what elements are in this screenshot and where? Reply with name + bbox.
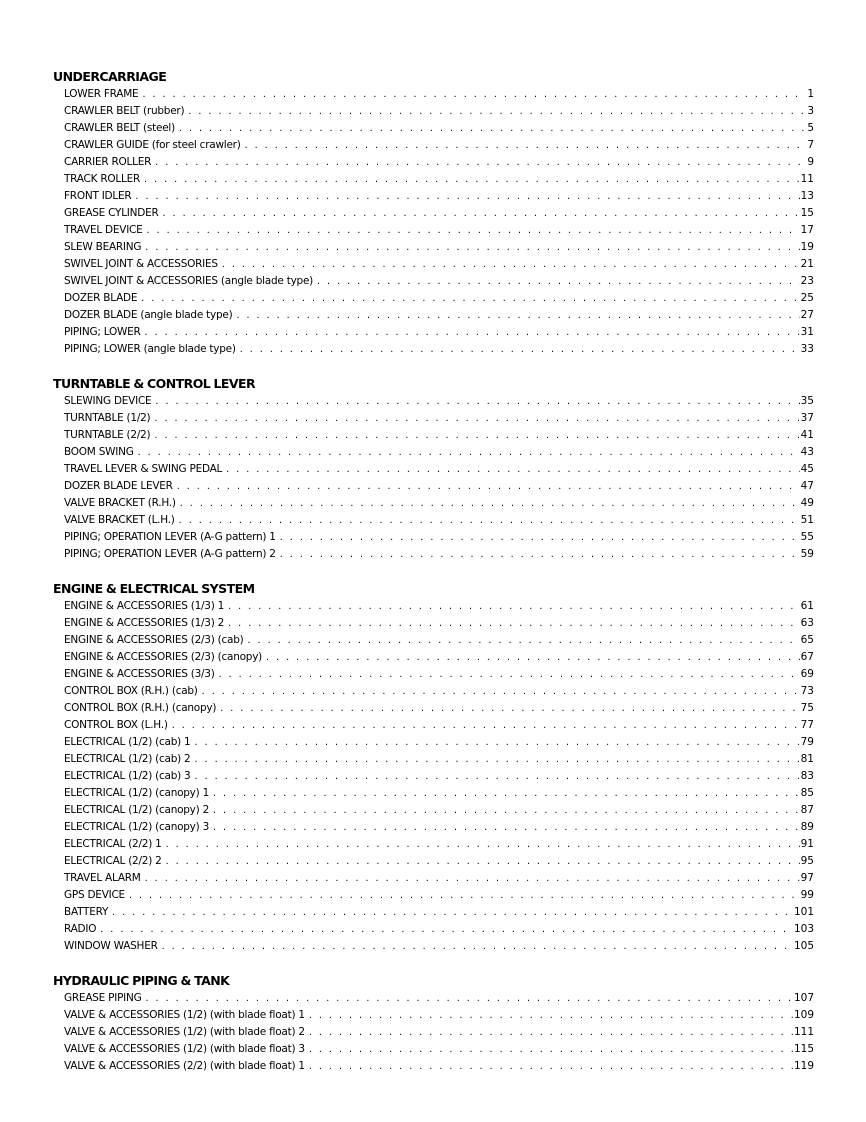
entry-page-number: 43: [800, 446, 814, 458]
toc-entry[interactable]: [53, 103, 814, 120]
entry-page-number: 9: [807, 156, 814, 168]
entry-title: TRACK ROLLER: [64, 173, 141, 185]
toc-entry[interactable]: [53, 666, 814, 683]
entry-title: VALVE BRACKET (L.H.): [64, 514, 175, 526]
toc-entry[interactable]: [53, 154, 814, 171]
entry-title: GPS DEVICE: [64, 889, 125, 901]
entry-title: TRAVEL ALARM: [64, 872, 141, 884]
dot-leader: [179, 512, 800, 529]
entry-title: DOZER BLADE LEVER: [64, 480, 173, 492]
toc-entry[interactable]: [53, 478, 814, 495]
section-heading: ENGINE & ELECTRICAL SYSTEM: [53, 581, 255, 596]
toc-section-3: [53, 580, 814, 955]
dot-leader: [245, 137, 807, 154]
entry-title: PIPING; OPERATION LEVER (A-G pattern) 1: [64, 531, 276, 543]
entry-title: CRAWLER BELT (rubber): [64, 105, 185, 117]
section-entries: [53, 86, 814, 358]
dot-leader: [180, 495, 800, 512]
entry-title: ELECTRICAL (1/2) (cab) 1: [64, 736, 191, 748]
dot-leader: [155, 393, 799, 410]
entry-page-number: 33: [800, 343, 814, 355]
entry-page-number: 107: [793, 992, 814, 1004]
dot-leader: [145, 324, 800, 341]
entry-page-number: 67: [800, 651, 814, 663]
entry-title: CRAWLER GUIDE (for steel crawler): [64, 139, 241, 151]
dot-leader: [163, 205, 800, 222]
entry-title: ELECTRICAL (1/2) (cab) 2: [64, 753, 191, 765]
toc-entry[interactable]: [53, 615, 814, 632]
toc-entry[interactable]: [53, 529, 814, 546]
dot-leader: [138, 444, 800, 461]
dot-leader: [194, 734, 799, 751]
entry-title: LOWER FRAME: [64, 88, 139, 100]
toc-entry[interactable]: [53, 222, 814, 239]
entry-title: TRAVEL DEVICE: [64, 224, 143, 236]
toc-entry[interactable]: [53, 734, 814, 751]
toc-entry[interactable]: [53, 649, 814, 666]
entry-title: ENGINE & ACCESSORIES (3/3): [64, 668, 215, 680]
entry-page-number: 115: [793, 1043, 814, 1055]
entry-title: DOZER BLADE: [64, 292, 138, 304]
dot-leader: [280, 529, 800, 546]
toc-entry[interactable]: [53, 836, 814, 853]
entry-title: VALVE & ACCESSORIES (1/2) (with blade float) 3: [64, 1043, 305, 1055]
toc-entry[interactable]: [53, 717, 814, 734]
entry-page-number: 5: [807, 122, 814, 134]
entry-page-number: 75: [800, 702, 814, 714]
entry-title: ELECTRICAL (1/2) (cab) 3: [64, 770, 191, 782]
entry-page-number: 89: [800, 821, 814, 833]
entry-title: CONTROL BOX (R.H.) (cab): [64, 685, 198, 697]
entry-page-number: 61: [800, 600, 814, 612]
dot-leader: [220, 700, 799, 717]
entry-page-number: 95: [800, 855, 814, 867]
entry-page-number: 27: [800, 309, 814, 321]
dot-leader: [142, 86, 806, 103]
entry-page-number: 73: [800, 685, 814, 697]
dot-leader: [179, 120, 806, 137]
dot-leader: [226, 461, 799, 478]
entry-title: ENGINE & ACCESSORIES (2/3) (canopy): [64, 651, 263, 663]
toc-entry[interactable]: [53, 1024, 814, 1041]
dot-leader: [145, 239, 799, 256]
dot-leader: [144, 171, 800, 188]
entry-page-number: 99: [800, 889, 814, 901]
entry-title: WINDOW WASHER: [64, 940, 158, 952]
dot-leader: [154, 410, 799, 427]
toc-entry[interactable]: [53, 239, 814, 256]
dot-leader: [213, 819, 800, 836]
entry-title: VALVE & ACCESSORIES (2/2) (with blade float) 1: [64, 1060, 305, 1072]
toc-entry[interactable]: [53, 904, 814, 921]
entry-title: VALVE BRACKET (R.H.): [64, 497, 176, 509]
dot-leader: [317, 273, 800, 290]
toc-entry[interactable]: [53, 427, 814, 444]
entry-title: PIPING; LOWER: [64, 326, 141, 338]
toc-entry[interactable]: [53, 512, 814, 529]
entry-title: CONTROL BOX (L.H.): [64, 719, 168, 731]
entry-page-number: 119: [793, 1060, 814, 1072]
entry-title: VALVE & ACCESSORIES (1/2) (with blade float) 1: [64, 1009, 305, 1021]
dot-leader: [154, 427, 799, 444]
entry-page-number: 13: [800, 190, 814, 202]
dot-leader: [112, 904, 793, 921]
toc-entry[interactable]: [53, 990, 814, 1007]
dot-leader: [147, 222, 800, 239]
dot-leader: [222, 256, 800, 273]
toc-entry[interactable]: [53, 307, 814, 324]
entry-page-number: 51: [800, 514, 814, 526]
entry-page-number: 23: [800, 275, 814, 287]
entry-page-number: 1: [807, 88, 814, 100]
entry-page-number: 105: [793, 940, 814, 952]
section-heading: UNDERCARRIAGE: [53, 69, 167, 84]
toc-entry[interactable]: [53, 461, 814, 478]
dot-leader: [309, 1007, 793, 1024]
dot-leader: [162, 938, 793, 955]
dot-leader: [177, 478, 800, 495]
dot-leader: [236, 307, 799, 324]
toc-entry[interactable]: [53, 768, 814, 785]
dot-leader: [266, 649, 800, 666]
dot-leader: [166, 836, 800, 853]
entry-title: GREASE PIPING: [64, 992, 142, 1004]
entry-title: ENGINE & ACCESSORIES (2/3) (cab): [64, 634, 244, 646]
dot-leader: [213, 785, 800, 802]
toc-entry[interactable]: [53, 495, 814, 512]
section-entries: [53, 393, 814, 563]
toc-entry[interactable]: [53, 393, 814, 410]
toc-entry[interactable]: [53, 921, 814, 938]
toc-section-4: [53, 972, 814, 1075]
entry-title: DOZER BLADE (angle blade type): [64, 309, 233, 321]
entry-page-number: 59: [800, 548, 814, 560]
entry-page-number: 31: [800, 326, 814, 338]
toc-entry[interactable]: [53, 938, 814, 955]
dot-leader: [228, 615, 800, 632]
entry-page-number: 83: [800, 770, 814, 782]
entry-title: SLEW BEARING: [64, 241, 142, 253]
entry-page-number: 109: [793, 1009, 814, 1021]
toc-entry[interactable]: [53, 188, 814, 205]
entry-title: ENGINE & ACCESSORIES (1/3) 2: [64, 617, 225, 629]
toc-entry[interactable]: [53, 819, 814, 836]
toc-entry[interactable]: [53, 205, 814, 222]
dot-leader: [155, 154, 806, 171]
entry-title: TURNTABLE (2/2): [64, 429, 151, 441]
entry-title: CONTROL BOX (R.H.) (canopy): [64, 702, 217, 714]
toc-entry[interactable]: [53, 86, 814, 103]
toc-entry[interactable]: [53, 290, 814, 307]
dot-leader: [166, 853, 800, 870]
toc-entry[interactable]: [53, 632, 814, 649]
toc-entry[interactable]: [53, 444, 814, 461]
entry-title: BOOM SWING: [64, 446, 134, 458]
toc-section-1: [53, 68, 814, 358]
toc-entry[interactable]: [53, 341, 814, 358]
toc-entry[interactable]: [53, 785, 814, 802]
entry-page-number: 19: [800, 241, 814, 253]
entry-title: CARRIER ROLLER: [64, 156, 152, 168]
section-heading: HYDRAULIC PIPING & TANK: [53, 973, 230, 988]
dot-leader: [248, 632, 800, 649]
toc-entry[interactable]: [53, 700, 814, 717]
toc-entry[interactable]: [53, 171, 814, 188]
toc-entry[interactable]: [53, 870, 814, 887]
entry-title: FRONT IDLER: [64, 190, 132, 202]
entry-page-number: 91: [800, 838, 814, 850]
dot-leader: [240, 341, 800, 358]
entry-page-number: 87: [800, 804, 814, 816]
table-of-contents: [53, 68, 814, 1092]
dot-leader: [194, 751, 799, 768]
entry-title: BATTERY: [64, 906, 109, 918]
toc-entry[interactable]: [53, 751, 814, 768]
entry-title: PIPING; OPERATION LEVER (A-G pattern) 2: [64, 548, 276, 560]
toc-entry[interactable]: [53, 137, 814, 154]
toc-entry[interactable]: [53, 1058, 814, 1075]
toc-entry[interactable]: [53, 598, 814, 615]
toc-entry[interactable]: [53, 1041, 814, 1058]
entry-page-number: 3: [807, 105, 814, 117]
entry-page-number: 11: [800, 173, 814, 185]
entry-title: ELECTRICAL (1/2) (canopy) 2: [64, 804, 210, 816]
toc-entry[interactable]: [53, 256, 814, 273]
entry-title: SLEWING DEVICE: [64, 395, 152, 407]
dot-leader: [309, 1024, 793, 1041]
dot-leader: [188, 103, 806, 120]
section-entries: [53, 990, 814, 1075]
entry-title: ELECTRICAL (2/2) 2: [64, 855, 162, 867]
toc-entry[interactable]: [53, 802, 814, 819]
entry-page-number: 47: [800, 480, 814, 492]
entry-title: SWIVEL JOINT & ACCESSORIES: [64, 258, 218, 270]
toc-entry[interactable]: [53, 683, 814, 700]
entry-page-number: 65: [800, 634, 814, 646]
dot-leader: [228, 598, 800, 615]
entry-page-number: 7: [807, 139, 814, 151]
entry-page-number: 45: [800, 463, 814, 475]
entry-page-number: 103: [793, 923, 814, 935]
dot-leader: [100, 921, 793, 938]
dot-leader: [129, 887, 800, 904]
entry-title: ELECTRICAL (1/2) (canopy) 3: [64, 821, 210, 833]
dot-leader: [194, 768, 799, 785]
entry-page-number: 49: [800, 497, 814, 509]
dot-leader: [172, 717, 800, 734]
entry-page-number: 37: [800, 412, 814, 424]
entry-page-number: 21: [800, 258, 814, 270]
dot-leader: [145, 870, 800, 887]
dot-leader: [145, 990, 792, 1007]
entry-page-number: 85: [800, 787, 814, 799]
dot-leader: [213, 802, 800, 819]
entry-page-number: 55: [800, 531, 814, 543]
entry-title: GREASE CYLINDER: [64, 207, 159, 219]
toc-entry[interactable]: [53, 546, 814, 563]
entry-title: TURNTABLE (1/2): [64, 412, 151, 424]
entry-page-number: 111: [793, 1026, 814, 1038]
entry-title: PIPING; LOWER (angle blade type): [64, 343, 236, 355]
dot-leader: [141, 290, 799, 307]
toc-section-2: [53, 375, 814, 563]
entry-page-number: 77: [800, 719, 814, 731]
section-entries: [53, 598, 814, 955]
toc-entry[interactable]: [53, 273, 814, 290]
section-heading: TURNTABLE & CONTROL LEVER: [53, 376, 256, 391]
dot-leader: [309, 1041, 793, 1058]
entry-title: ENGINE & ACCESSORIES (1/3) 1: [64, 600, 225, 612]
entry-page-number: 35: [800, 395, 814, 407]
entry-page-number: 97: [800, 872, 814, 884]
toc-entry[interactable]: [53, 853, 814, 870]
entry-title: CRAWLER BELT (steel): [64, 122, 175, 134]
dot-leader: [135, 188, 799, 205]
dot-leader: [202, 683, 800, 700]
toc-entry[interactable]: [53, 887, 814, 904]
entry-page-number: 17: [800, 224, 814, 236]
entry-title: VALVE & ACCESSORIES (1/2) (with blade float) 2: [64, 1026, 305, 1038]
entry-page-number: 101: [793, 906, 814, 918]
entry-page-number: 25: [800, 292, 814, 304]
dot-leader: [309, 1058, 793, 1075]
entry-page-number: 79: [800, 736, 814, 748]
dot-leader: [280, 546, 800, 563]
entry-title: ELECTRICAL (1/2) (canopy) 1: [64, 787, 210, 799]
toc-entry[interactable]: [53, 1007, 814, 1024]
toc-entry[interactable]: [53, 324, 814, 341]
entry-page-number: 41: [800, 429, 814, 441]
entry-page-number: 69: [800, 668, 814, 680]
entry-page-number: 63: [800, 617, 814, 629]
toc-entry[interactable]: [53, 120, 814, 137]
entry-page-number: 81: [800, 753, 814, 765]
toc-entry[interactable]: [53, 410, 814, 427]
entry-title: SWIVEL JOINT & ACCESSORIES (angle blade type): [64, 275, 314, 287]
entry-page-number: 15: [800, 207, 814, 219]
dot-leader: [219, 666, 800, 683]
entry-title: RADIO: [64, 923, 97, 935]
entry-title: TRAVEL LEVER & SWING PEDAL: [64, 463, 223, 475]
entry-title: ELECTRICAL (2/2) 1: [64, 838, 162, 850]
